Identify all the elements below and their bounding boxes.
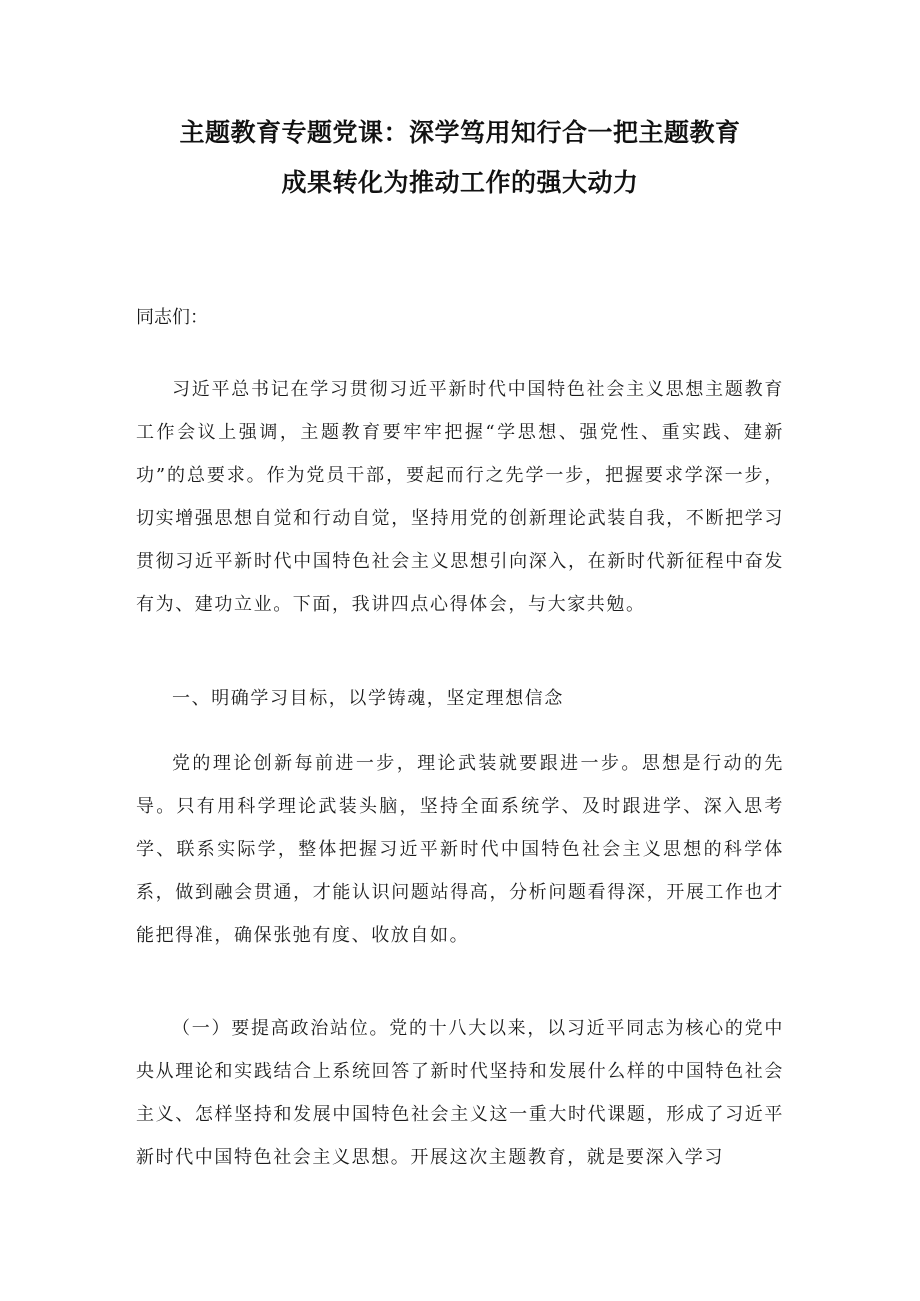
salutation: 同志们： <box>136 307 208 328</box>
paragraph-subsection-1: （一）要提高政治站位。党的十八大以来，以习近平同志为核心的党中央从理论和实践结合上系统回答了新时代坚持和发展什么样的中国特色社会主义、怎样坚持和发展中国特色社会主义这一重大时代课题，形成了习近平新时代中国特色社会主义思想。开展这次主题教育，就是要深入学习 <box>136 1018 784 1168</box>
title-line-2: 成果转化为推动工作的强大动力 <box>281 168 639 197</box>
paragraph-intro: 习近平总书记在学习贯彻习近平新时代中国特色社会主义思想主题教育工作会议上强调，主题教育要牢牢把握“学思想、强党性、重实践、建新功”的总要求。作为党员干部，要起而行之先学一步，把握要求学深一步，切实增强思想自觉和行动自觉，坚持用党的创新理论武装自我，不断把学习贯彻习近平新时代中国特色社会主义思想引向深入，在新时代新征程中奋发有为、建功立业。下面，我讲四点心得体会，与大家共勉。 <box>136 379 784 615</box>
paragraph-section-1: 党的理论创新每前进一步，理论武装就要跟进一步。思想是行动的先导。只有用科学理论武装头脑，坚持全面系统学、及时跟进学、深入思考学、联系实际学，整体把握习近平新时代中国特色社会主义思想的科学体系，做到融会贯通，才能认识问题站得高，分析问题看得深，开展工作也才能把得准，确保张弛有度、收放自如。 <box>136 753 784 946</box>
title-line-1: 主题教育专题党课：深学笃用知行合一把主题教育 <box>179 118 741 147</box>
section-heading-1: 一、明确学习目标，以学铸魂，坚定理想信念 <box>172 688 564 709</box>
